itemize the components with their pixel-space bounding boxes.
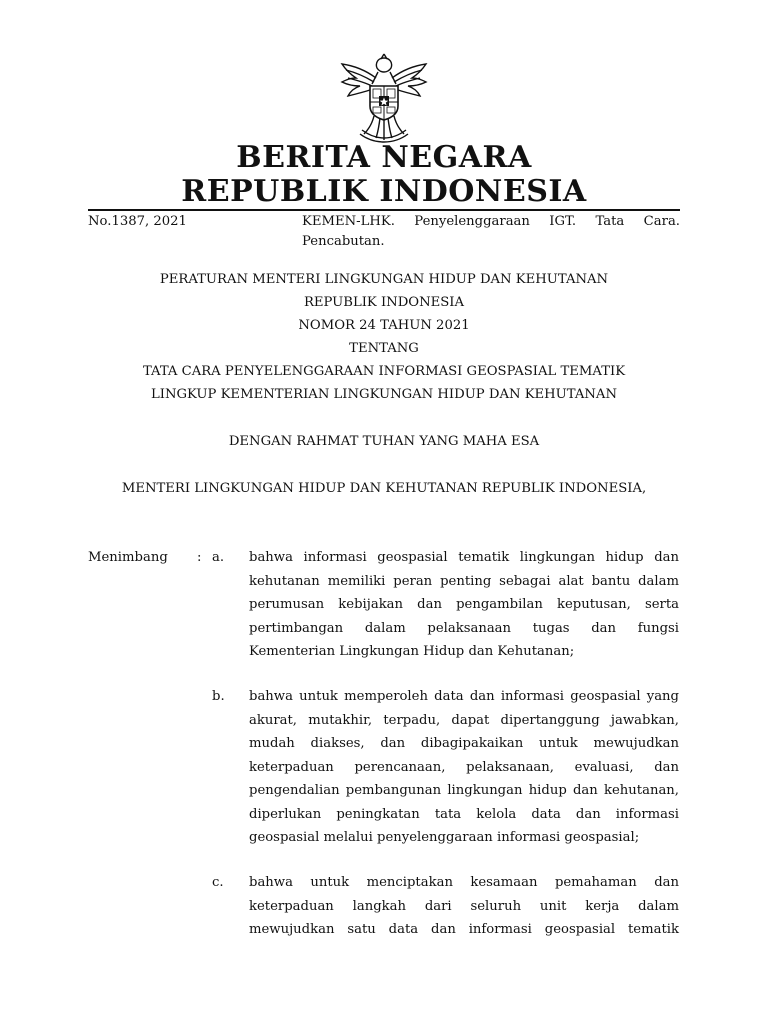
minister-title: MENTERI LINGKUNGAN HIDUP DAN KEHUTANAN REPUBLIK INDONESIA, xyxy=(121,481,647,496)
consideration-letter-b: b. xyxy=(212,689,225,704)
masthead-divider xyxy=(88,209,680,211)
garuda-emblem-icon xyxy=(334,52,434,144)
considerations-colon: : xyxy=(197,550,202,565)
consideration-text-a: bahwa informasi geospasial tematik lingkungan hidup dan kehutanan memiliki peran penting sebagai alat bantu dalam perumusan kebijakan dan pengambilan keputusan, serta pertimbangan dalam pelaksanaan tugas dan fungsi Kementerian Lingkungan Hidup dan Kehutanan; xyxy=(249,550,679,659)
regulation-title-line1: PERATURAN MENTERI LINGKUNGAN HIDUP DAN KEHUTANAN xyxy=(159,272,609,287)
gazette-topic: KEMEN-LHK. Penyelenggaraan IGT. Tata Cara. Pencabutan. xyxy=(302,214,680,249)
regulation-subject-line2: LINGKUP KEMENTERIAN LINGKUNGAN HIDUP DAN KEHUTANAN xyxy=(150,387,617,402)
regulation-subject-line1: TATA CARA PENYELENGGARAAN INFORMASI GEOSPASIAL TEMATIK xyxy=(142,364,626,379)
regulation-title-line2: REPUBLIK INDONESIA xyxy=(303,295,465,310)
masthead-title-line1: BERITA NEGARA xyxy=(236,140,532,175)
masthead-title-line2: REPUBLIK INDONESIA xyxy=(181,174,587,209)
regulation-number: NOMOR 24 TAHUN 2021 xyxy=(298,318,470,333)
considerations-label: Menimbang xyxy=(88,550,168,565)
consideration-text-b: bahwa untuk memperoleh data dan informasi geospasial yang akurat, mutakhir, terpadu, dapat dipertanggung jawabkan, mudah diakses, dan dibagipakaikan untuk mewujudkan keterpaduan perencanaan, pelaksanaan, evaluasi, dan pengendalian pembangunan lingkungan hidup dan kehutanan, diperlukan peningkatan tata kelola data dan informasi geospasial melalui penyelenggaraan informasi geospasial; xyxy=(249,689,679,845)
regulation-about: TENTANG xyxy=(349,341,419,356)
consideration-letter-c: c. xyxy=(212,875,224,890)
invocation: DENGAN RAHMAT TUHAN YANG MAHA ESA xyxy=(228,434,540,449)
consideration-text-c: bahwa untuk menciptakan kesamaan pemahaman dan keterpaduan langkah dari seluruh unit kerja dalam mewujudkan satu data dan informasi geospasial tematik xyxy=(249,875,679,937)
consideration-letter-a: a. xyxy=(212,550,225,565)
gazette-number: No.1387, 2021 xyxy=(88,214,187,229)
